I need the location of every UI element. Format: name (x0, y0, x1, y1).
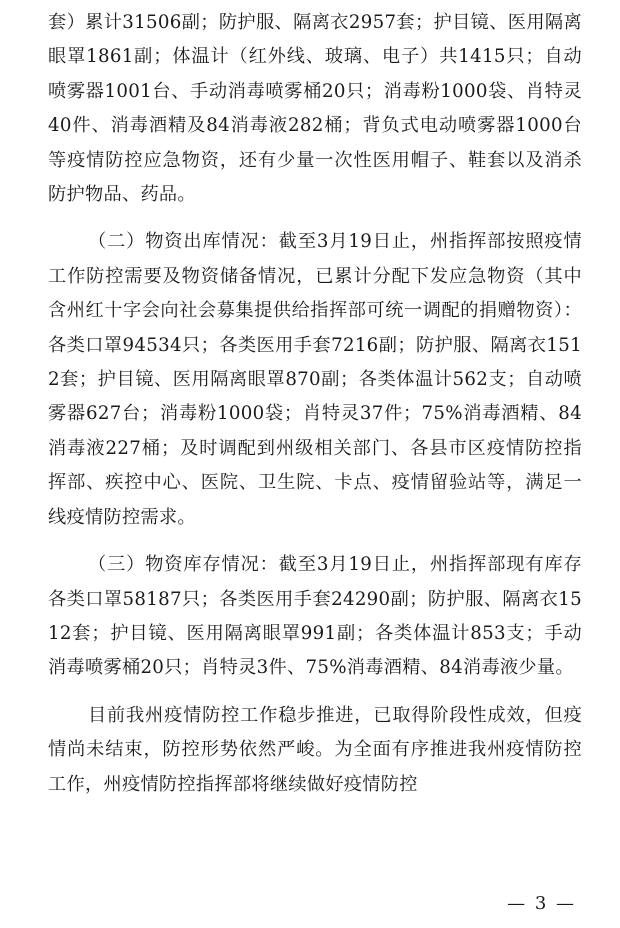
document-body (48, 6, 582, 802)
paragraph-current-status: 目前我州疫情防控工作稳步推进，已取得阶段性成效，但疫情尚未结束，防控形势依然严峻。为全面有序推进我州疫情防控工作，州疫情防控指挥部将继续做好疫情防控 (48, 704, 582, 795)
paragraph-supplies-inventory: （三）物资库存情况：截至3月19日止，州指挥部现有库存各类口罩58187只；各类医用手套24290副；防护服、隔离衣1512套；护目镜、医用隔离眼罩991副；各类体温计853支；手动消毒喷雾桶20只；肖特灵3件、75%消毒酒精、84消毒液少量。 (48, 554, 582, 679)
paragraph-supplies-outbound: （二）物资出库情况：截至3月19日止，州指挥部按照疫情工作防控需要及物资储备情况，已累计分配下发应急物资（其中含州红十字会向社会募集提供给指挥部可统一调配的捐赠物资）：各类口罩94534只；各类医用手套7216副；防护服、隔离衣1512套；护目镜、医用隔离眼罩870副；各类体温计562支；自动喷雾器627台；消毒粉1000袋；肖特灵37件；75%消毒酒精、84消毒液227桶；及时调配到州级相关部门、各县市区疫情防控指挥部、疾控中心、医院、卫生院、卡点、疫情留验站等，满足一线疫情防控需求。 (48, 231, 582, 528)
page-number: — 3 — (507, 893, 576, 914)
paragraph-emergency-supplies-totals: 套）累计31506副；防护服、隔离衣2957套；护目镜、医用隔离眼罩1861副；体温计（红外线、玻璃、电子）共1415只；自动喷雾器1001台、手动消毒喷雾桶20只；消毒粉1000袋、肖特灵40件、消毒酒精及84消毒液282桶；背负式电动喷雾器1000台等疫情防控应急物资，还有少量一次性医用帽子、鞋套以及消杀防护物品、药品。 (48, 12, 582, 206)
